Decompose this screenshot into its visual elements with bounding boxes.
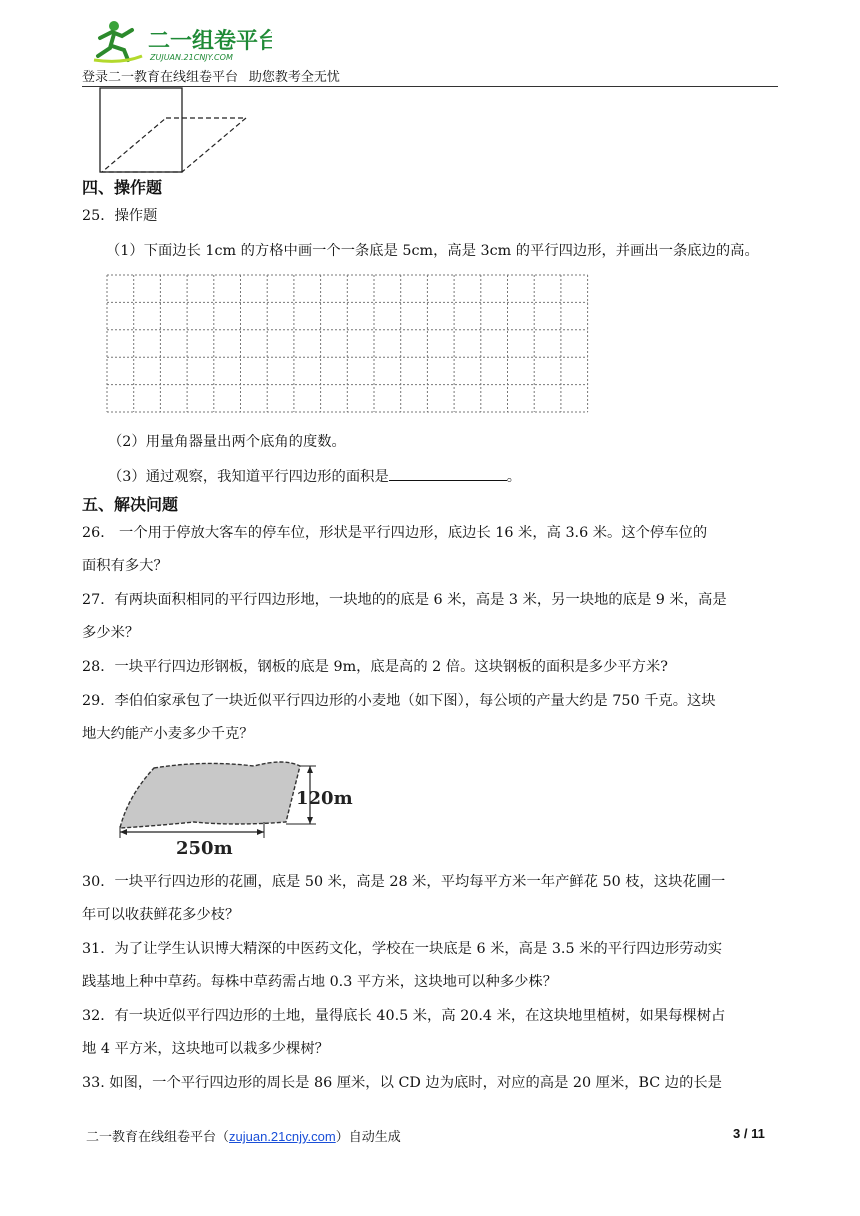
- question-27-line-2: 多少米？: [82, 625, 140, 641]
- answer-blank: [389, 466, 507, 481]
- logo-subtext: ZUJUAN.21CNJY.COM: [150, 53, 233, 62]
- arrow-left-icon: [120, 829, 127, 835]
- question-25-part-1: （1）下面边长 1cm 的方格中画一个一条底是 5cm，高是 3cm 的平行四边形，并画出一条底边的高。: [106, 243, 759, 259]
- question-32-line-2: 地 4 平方米，这块地可以栽多少棵树？: [82, 1041, 329, 1057]
- section-heading-problems: 五、解决问题: [82, 495, 179, 514]
- question-25-part-3-text: （3）通过观察，我知道平行四边形的面积是: [108, 469, 389, 485]
- wheat-field-shape: [120, 762, 300, 828]
- arrow-right-icon: [257, 829, 264, 835]
- question-30-line-1: 30．一块平行四边形的花圃，底是 50 米，高是 28 米，平均每平方米一年产鲜花 50 枝，这块花圃一: [82, 874, 726, 890]
- footer-text: 二一教育在线组卷平台（: [86, 1129, 230, 1144]
- question-26-line-1: 26． 一个用于停放大客车的停车位，形状是平行四边形，底边长 16 米，高 3.6 米。这个停车位的: [82, 525, 708, 541]
- arrow-up-icon: [307, 766, 313, 773]
- footer-source: [86, 1126, 401, 1145]
- question-25-part-3-end: 。: [506, 469, 522, 485]
- question-25-title: 25．操作题: [82, 208, 158, 224]
- section-heading-operations: 四、操作题: [82, 178, 163, 197]
- square-grid: [106, 274, 589, 414]
- wheat-field-figure: [114, 756, 354, 860]
- question-33-line-1: 33. 如图，一个平行四边形的周长是 86 厘米，以 CD 边为底时，对应的高是 20 厘米，BC 边的长是: [82, 1075, 722, 1091]
- question-27-line-1: 27．有两块面积相同的平行四边形地，一块地的的底是 6 米，高是 3 米，另一块地的底是 9 米，高是: [82, 592, 727, 608]
- height-label: 120m: [296, 788, 353, 809]
- dashed-parallelogram-shape: [102, 118, 246, 172]
- page-number: 3 / 11: [733, 1126, 765, 1141]
- question-29-line-2: 地大约能产小麦多少千克？: [82, 726, 254, 742]
- question-26-line-2: 面积有多大？: [82, 558, 168, 574]
- footer-link[interactable]: zujuan.21cnjy.com: [229, 1129, 336, 1144]
- question-29-line-1: 29．李伯伯家承包了一块近似平行四边形的小麦地（如下图），每公顷的产量大约是 750 千克。这块: [82, 693, 716, 709]
- square-shape: [100, 88, 182, 172]
- site-logo: [92, 18, 272, 64]
- header-tagline: 登录二一教育在线组卷平台 助您教考全无忧: [82, 69, 340, 84]
- question-28-line-1: 28．一块平行四边形钢板，钢板的底是 9m，底是高的 2 倍。这块钢板的面积是多少平方米?: [82, 659, 668, 675]
- runner-icon: [94, 21, 142, 61]
- square-parallelogram-figure: [96, 86, 256, 178]
- question-31-line-2: 践基地上种中草药。每株中草药需占地 0.3 平方米，这块地可以种多少株？: [82, 974, 558, 990]
- footer-text-end: ）自动生成: [335, 1129, 401, 1144]
- base-label: 250m: [176, 838, 233, 859]
- question-32-line-1: 32．有一块近似平行四边形的土地，量得底长 40.5 米，高 20.4 米，在这块地里植树，如果每棵树占: [82, 1008, 726, 1024]
- arrow-down-icon: [307, 817, 313, 824]
- logo-text: 二一组卷平台: [148, 29, 272, 54]
- question-31-line-1: 31．为了让学生认识博大精深的中医药文化，学校在一块底是 6 米，高是 3.5 米的平行四边形劳动实: [82, 941, 723, 957]
- question-25-part-2: （2）用量角器量出两个底角的度数。: [108, 434, 346, 450]
- question-25-part-3: [108, 466, 521, 487]
- question-30-line-2: 年可以收获鲜花多少枝？: [82, 907, 240, 923]
